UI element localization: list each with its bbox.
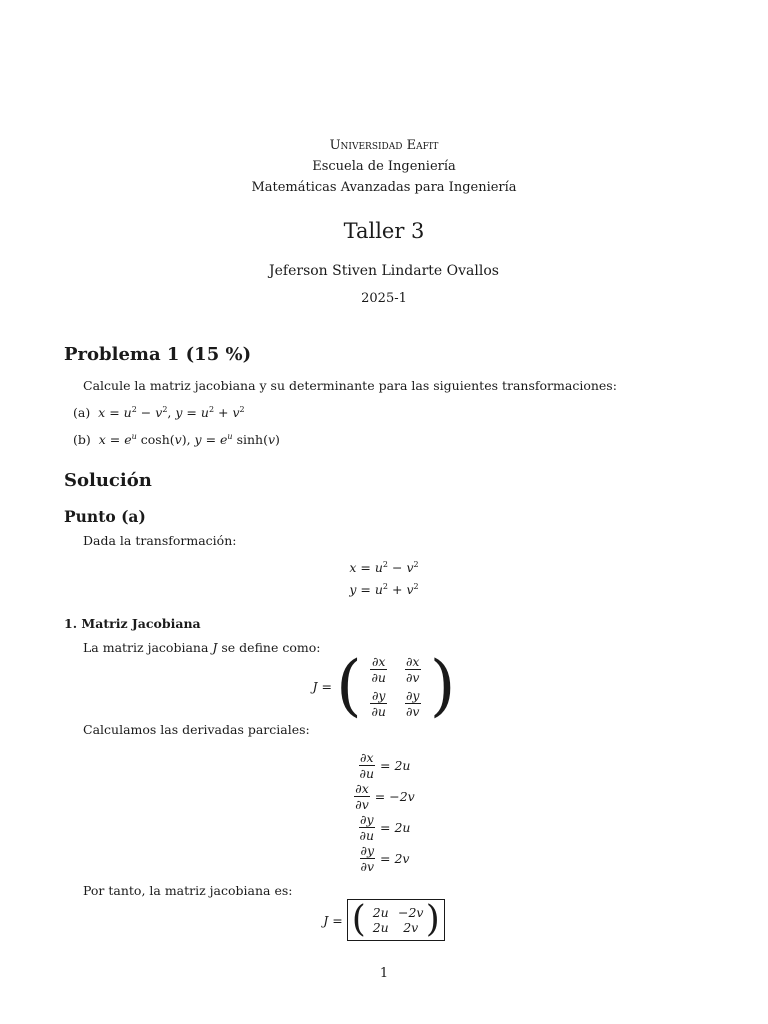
- definition-suffix: se define como:: [221, 640, 321, 655]
- matrix-cell: 2u: [372, 905, 389, 920]
- course-name: Matemáticas Avanzadas para Ingeniería: [251, 180, 517, 195]
- term-label: 2025-1: [361, 291, 407, 306]
- transformation-eq-y: $y = u^2 + v^2$: [349, 581, 419, 597]
- dy-du-value: 2u: [394, 819, 411, 835]
- matrix-cell: 2v: [403, 920, 419, 935]
- item-a-formula: $x = u^2 - v^2$, $y = u^2 + v^2$: [94, 404, 245, 420]
- university-name: Universidad Eafit: [329, 138, 439, 153]
- solution-heading: Solución: [64, 470, 152, 491]
- section-1-heading: 1. Matriz Jacobiana: [64, 616, 201, 631]
- partials-matrix-grid: $\frac{\partial x}{\partial u}$ $\frac{\partial x}{\partial v}$ $\frac{\partial y}{\partial u}$ $\frac{\partial y}{\partial v}$: [371, 653, 420, 719]
- author-name: Jeferson Stiven Lindarte Ovallos: [269, 263, 499, 279]
- given-text: Dada la transformación:: [83, 533, 237, 548]
- partial-dy-du: $\frac{\partial y}{\partial u}$ = 2u: [359, 811, 411, 843]
- dx-dv-value: −2v: [389, 788, 415, 804]
- transformation-eq-x: $x = u^2 - v^2$: [349, 559, 419, 575]
- item-b-formula: $x = e^u$ cosh(v), $y = e^u$ sinh(v): [94, 431, 280, 447]
- dy-dv-value: 2v: [394, 850, 410, 866]
- document-title: Taller 3: [343, 219, 425, 243]
- matrix-cell: −2v: [397, 905, 424, 920]
- item-a-label: (a): [73, 405, 91, 420]
- result-matrix-grid: [366, 905, 426, 935]
- partial-dy-dv: $\frac{\partial y}{\partial v}$ = 2v: [360, 842, 410, 874]
- page-number: 1: [379, 966, 389, 981]
- partials-text: Calculamos las derivadas parciales:: [83, 722, 310, 737]
- problem-heading: Problema 1 (15 %): [64, 344, 252, 365]
- problem-statement: Calcule la matriz jacobiana y su determinante para las siguientes transformaciones:: [83, 378, 617, 393]
- part-a-heading: Punto (a): [64, 507, 146, 526]
- partial-dx-dv: $\frac{\partial x}{\partial v}$ = −2v: [355, 780, 415, 812]
- jacobian-definition-matrix: J = ( $\frac{\partial x}{\partial u}$ $\frac{\partial x}{\partial v}$ $\frac{\partial y}{\partial u}$ $\frac{\partial y}{\partial v}$ ): [312, 647, 456, 724]
- school-name: Escuela de Ingeniería: [312, 159, 456, 174]
- item-b-label: (b): [73, 432, 91, 447]
- result-box: ( 2u −2v 2u 2v ): [347, 899, 445, 941]
- problem-item-a: [73, 405, 245, 420]
- dx-du-value: 2u: [394, 757, 411, 773]
- definition-variable: J: [212, 640, 218, 655]
- definition-prefix: La matriz jacobiana: [83, 640, 209, 655]
- problem-item-b: [73, 432, 280, 447]
- jacobian-result: J = ( 2u −2v 2u 2v ): [0, 899, 768, 941]
- partial-dx-du: $\frac{\partial x}{\partial u}$ = 2u: [359, 749, 411, 781]
- matrix-cell: 2u: [372, 920, 389, 935]
- conclusion-text: Por tanto, la matriz jacobiana es:: [83, 883, 293, 898]
